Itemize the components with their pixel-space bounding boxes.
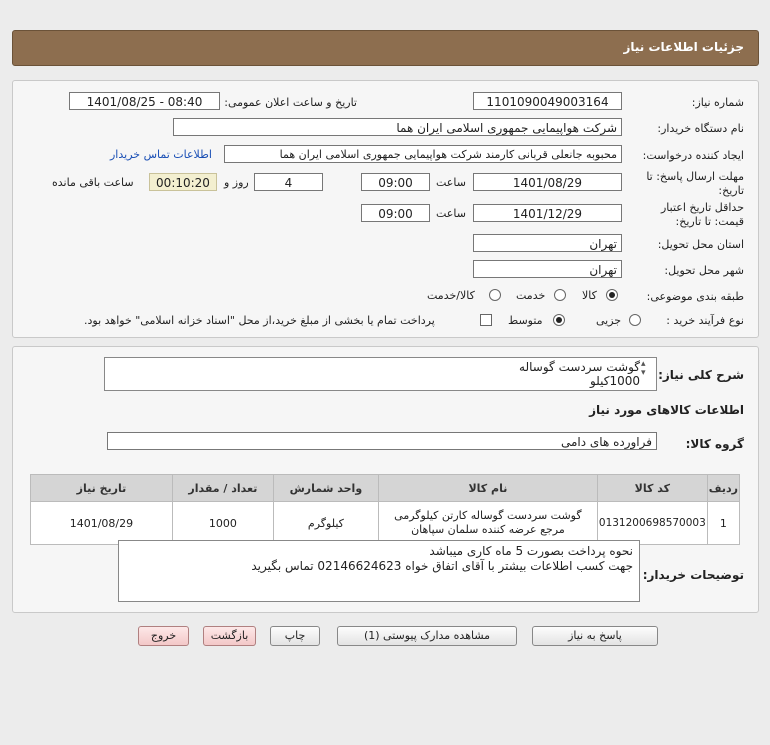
buyer-field: شرکت هواپیمایی جمهوری اسلامی ایران هما — [173, 118, 622, 136]
col-row: ردیف — [707, 475, 739, 502]
province-field: تهران — [473, 234, 622, 252]
table-row — [31, 502, 740, 545]
category-option-service: خدمت — [516, 289, 546, 302]
validity-date-label: قیمت: تا تاریخ: — [675, 215, 744, 228]
city-label: شهر محل تحویل: — [664, 264, 744, 277]
remaining-days-field: 4 — [254, 173, 323, 191]
announce-datetime-label: تاریخ و ساعت اعلان عمومی: — [224, 96, 357, 109]
goods-table — [30, 474, 740, 545]
buyer-notes-label: توضیحات خریدار: — [642, 568, 744, 582]
col-unit: واحد شمارش — [273, 475, 378, 502]
days-label: روز و — [224, 176, 249, 189]
need-number-label: شماره نیاز: — [691, 96, 744, 109]
process-radio-minor[interactable] — [629, 314, 641, 326]
summary-line-2: 1000کیلو — [589, 374, 640, 388]
deadline-date-field: 1401/08/29 — [473, 173, 622, 191]
category-radio-service[interactable] — [554, 289, 566, 301]
deadline-date-label: تاریخ: — [718, 184, 744, 197]
attachments-button[interactable]: مشاهده مدارک پیوستی (1) — [337, 626, 517, 646]
cell-date: 1401/08/29 — [31, 502, 173, 545]
buyer-notes-line-2: جهت کسب اطلاعات بیشتر با آقای اتفاق خواه 02146624623 تماس بگیرید — [251, 559, 633, 573]
cell-code: 0131200698570003 — [597, 502, 707, 545]
back-button[interactable]: بازگشت — [203, 626, 256, 646]
category-option-goods: کالا — [582, 289, 597, 302]
col-qty: تعداد / مقدار — [172, 475, 273, 502]
validity-time-field: 09:00 — [361, 204, 430, 222]
page-title: جزئیات اطلاعات نیاز — [623, 40, 744, 54]
buyer-contact-link[interactable]: اطلاعات تماس خریدار — [110, 148, 212, 161]
goods-section-title: اطلاعات کالاهای مورد نیاز — [589, 403, 744, 417]
category-label: طبقه بندی موضوعی: — [646, 290, 744, 303]
remaining-label: ساعت باقی مانده — [52, 176, 134, 189]
page-header — [12, 30, 759, 66]
cell-name: گوشت سردست گوساله کارتن کیلوگرمی مرجع عرضه کننده سلمان سپاهان — [378, 502, 597, 545]
city-field: تهران — [473, 260, 622, 278]
buyer-label: نام دستگاه خریدار: — [657, 122, 744, 135]
goods-group-field: فراورده های دامی — [107, 432, 657, 450]
category-radio-goods-service[interactable] — [489, 289, 501, 301]
category-option-goods-service: کالا/خدمت — [427, 289, 475, 302]
resize-grip-icon: ▴ ▾ — [641, 359, 646, 378]
summary-label: شرح کلی نیاز: — [658, 368, 744, 382]
announce-datetime-field: 1401/08/25 - 08:40 — [69, 92, 220, 110]
deadline-time-label: ساعت — [436, 176, 466, 189]
col-name: نام کالا — [378, 475, 597, 502]
exit-button[interactable]: خروج — [138, 626, 189, 646]
creator-label: ایجاد کننده درخواست: — [642, 149, 744, 162]
creator-field: محبوبه جانعلی قربانی کارمند شرکت هواپیمایی جمهوری اسلامی ایران هما — [224, 145, 622, 163]
buyer-notes-line-1: نحوه پرداخت بصورت 5 ماه کاری میباشد — [429, 544, 633, 558]
print-button[interactable]: چاپ — [270, 626, 320, 646]
cell-qty: 1000 — [172, 502, 273, 545]
goods-group-label: گروه کالا: — [685, 437, 744, 451]
cell-unit: کیلوگرم — [273, 502, 378, 545]
process-label: نوع فرآیند خرید : — [666, 314, 744, 327]
validity-date-field: 1401/12/29 — [473, 204, 622, 222]
col-date: تاریخ نیاز — [31, 475, 173, 502]
process-radio-medium[interactable] — [553, 314, 565, 326]
deadline-time-field: 09:00 — [361, 173, 430, 191]
process-option-medium: متوسط — [508, 314, 543, 327]
goods-table-header — [31, 475, 740, 502]
reply-button[interactable]: پاسخ به نیاز — [532, 626, 658, 646]
need-number-field: 1101090049003164 — [473, 92, 622, 110]
province-label: استان محل تحویل: — [657, 238, 744, 251]
remaining-time-field: 00:10:20 — [149, 173, 217, 191]
summary-line-1: گوشت سردست گوساله — [519, 360, 640, 374]
cell-row: 1 — [707, 502, 739, 545]
category-radio-goods[interactable] — [606, 289, 618, 301]
validity-time-label: ساعت — [436, 207, 466, 220]
treasury-payment-note: پرداخت تمام یا بخشی از مبلغ خرید،از محل "اسناد خزانه اسلامی" خواهد بود. — [84, 314, 435, 327]
deadline-label: مهلت ارسال پاسخ: تا — [646, 170, 744, 183]
treasury-payment-checkbox[interactable] — [480, 314, 492, 326]
summary-textarea — [104, 357, 657, 391]
col-code: کد کالا — [597, 475, 707, 502]
validity-label: حداقل تاریخ اعتبار — [660, 201, 744, 214]
process-option-minor: جزیی — [596, 314, 622, 327]
buyer-notes-box — [118, 540, 640, 602]
